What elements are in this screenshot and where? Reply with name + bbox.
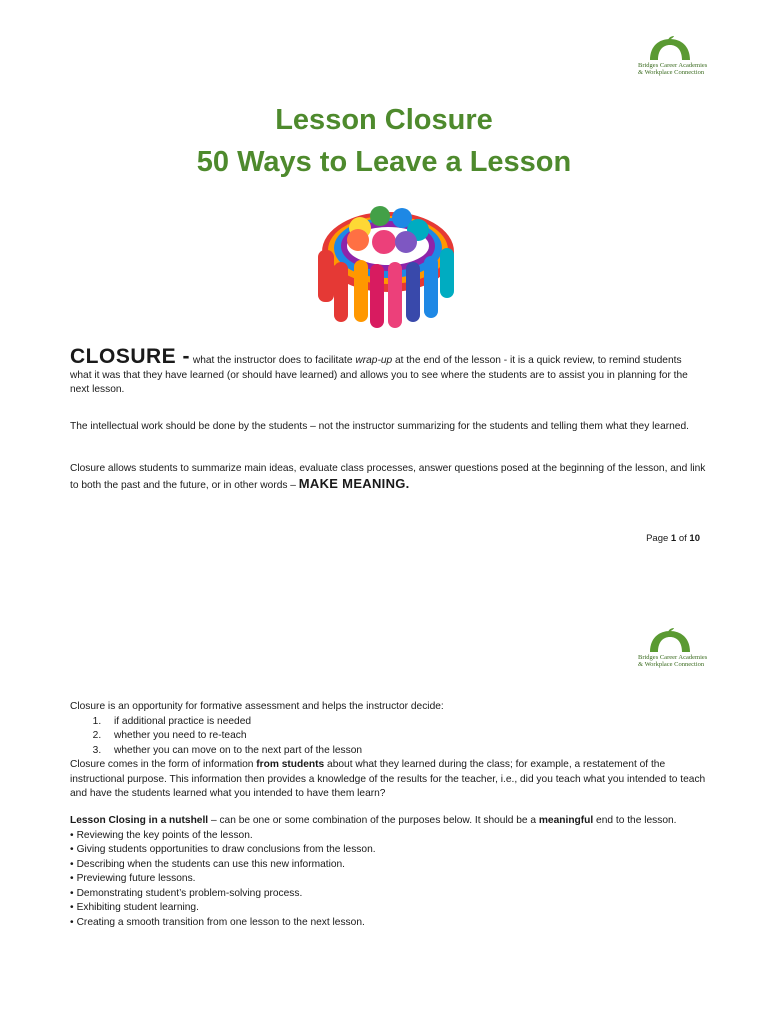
list-item: • Exhibiting student learning. xyxy=(70,901,710,916)
nutshell-section xyxy=(70,814,710,930)
closure-def-part1: what the instructor does to facilitate xyxy=(190,355,356,366)
page-label: Page xyxy=(646,533,671,544)
paragraph-intellectual-work: The intellectual work should be done by the students – not the instructor summarizing for the students and telling them what they learned. xyxy=(70,421,689,432)
list-item: • Demonstrating student’s problem-solving process. xyxy=(70,887,710,902)
list-item: • Previewing future lessons. xyxy=(70,872,710,887)
page-number xyxy=(600,533,700,544)
list-item: 3. whether you can move on to the next part of the lesson xyxy=(104,744,710,759)
page-title: Lesson Closure xyxy=(275,104,493,136)
company-logo-page2 xyxy=(638,628,708,668)
logo-text-line2: & Workplace Connection xyxy=(638,69,705,76)
nutshell-meaningful: meaningful xyxy=(538,815,594,826)
apple-logo-icon xyxy=(646,628,694,654)
company-logo xyxy=(638,36,708,76)
lesson-illustration xyxy=(298,190,478,335)
paragraph-closure-allows-text: Closure allows students to summarize main ideas, evaluate class processes, answer questions posed at the beginning of the lesson, and link to both the past and the future, or in other words – xyxy=(70,463,706,491)
nutshell-text-2: end to the lesson. xyxy=(593,815,677,826)
info-text-1: Closure comes in the form of information xyxy=(70,759,257,770)
list-item: • Reviewing the key points of the lesson. xyxy=(70,829,710,844)
closure-def-emphasis: wrap-up xyxy=(355,355,393,366)
information-paragraph xyxy=(70,758,710,802)
make-meaning-emphasis: MAKE MEANING. xyxy=(298,475,410,491)
closure-def-part2: at the end of the lesson - it is a quick review, to remind students what it was that they have learned (or should have learned) and allows you to see where the students are to assist you in planning for the next lesson. xyxy=(70,355,688,395)
formative-intro: Closure is an opportunity for formative assessment and helps the instructor decide: xyxy=(70,701,444,712)
paragraph-closure-allows xyxy=(70,462,710,493)
nutshell-text-1: – can be one or some combination of the purposes below. It should be a xyxy=(208,815,539,826)
list-item: • Creating a smooth transition from one lesson to the next lesson. xyxy=(70,916,710,931)
page-current: 1 xyxy=(670,533,677,544)
page-of-label: of xyxy=(676,533,690,544)
page-subtitle: 50 Ways to Leave a Lesson xyxy=(196,146,572,178)
logo-text-line2: & Workplace Connection xyxy=(638,661,705,668)
formative-assessment-section xyxy=(70,700,710,802)
closure-definition xyxy=(70,345,700,398)
purpose-bullet-list xyxy=(70,829,710,931)
list-item: 1. if additional practice is needed xyxy=(104,715,710,730)
nutshell-heading xyxy=(70,814,710,829)
logo-text-line1: Bridges Career Academies xyxy=(638,654,708,661)
nutshell-bold: Lesson Closing in a nutshell xyxy=(70,815,209,826)
decision-list xyxy=(70,715,710,759)
info-text-2: about what they learned during the class; for example, a restatement of the instructional purpose. This information then provides a knowledge of the results for the teacher, i.e., did you teach what you intended to teach and have the students learned what you intended to have them learn? xyxy=(70,759,706,799)
info-bold: from students xyxy=(256,759,325,770)
page-total: 10 xyxy=(689,533,700,544)
list-item: 2. whether you need to re-teach xyxy=(104,729,710,744)
closure-heading: CLOSURE - xyxy=(70,345,190,368)
apple-logo-icon xyxy=(646,36,694,62)
list-item: • Giving students opportunities to draw conclusions from the lesson. xyxy=(70,843,710,858)
figures-circle-image xyxy=(298,190,478,335)
list-item: • Describing when the students can use this new information. xyxy=(70,858,710,873)
logo-text-line1: Bridges Career Academies xyxy=(638,62,708,69)
